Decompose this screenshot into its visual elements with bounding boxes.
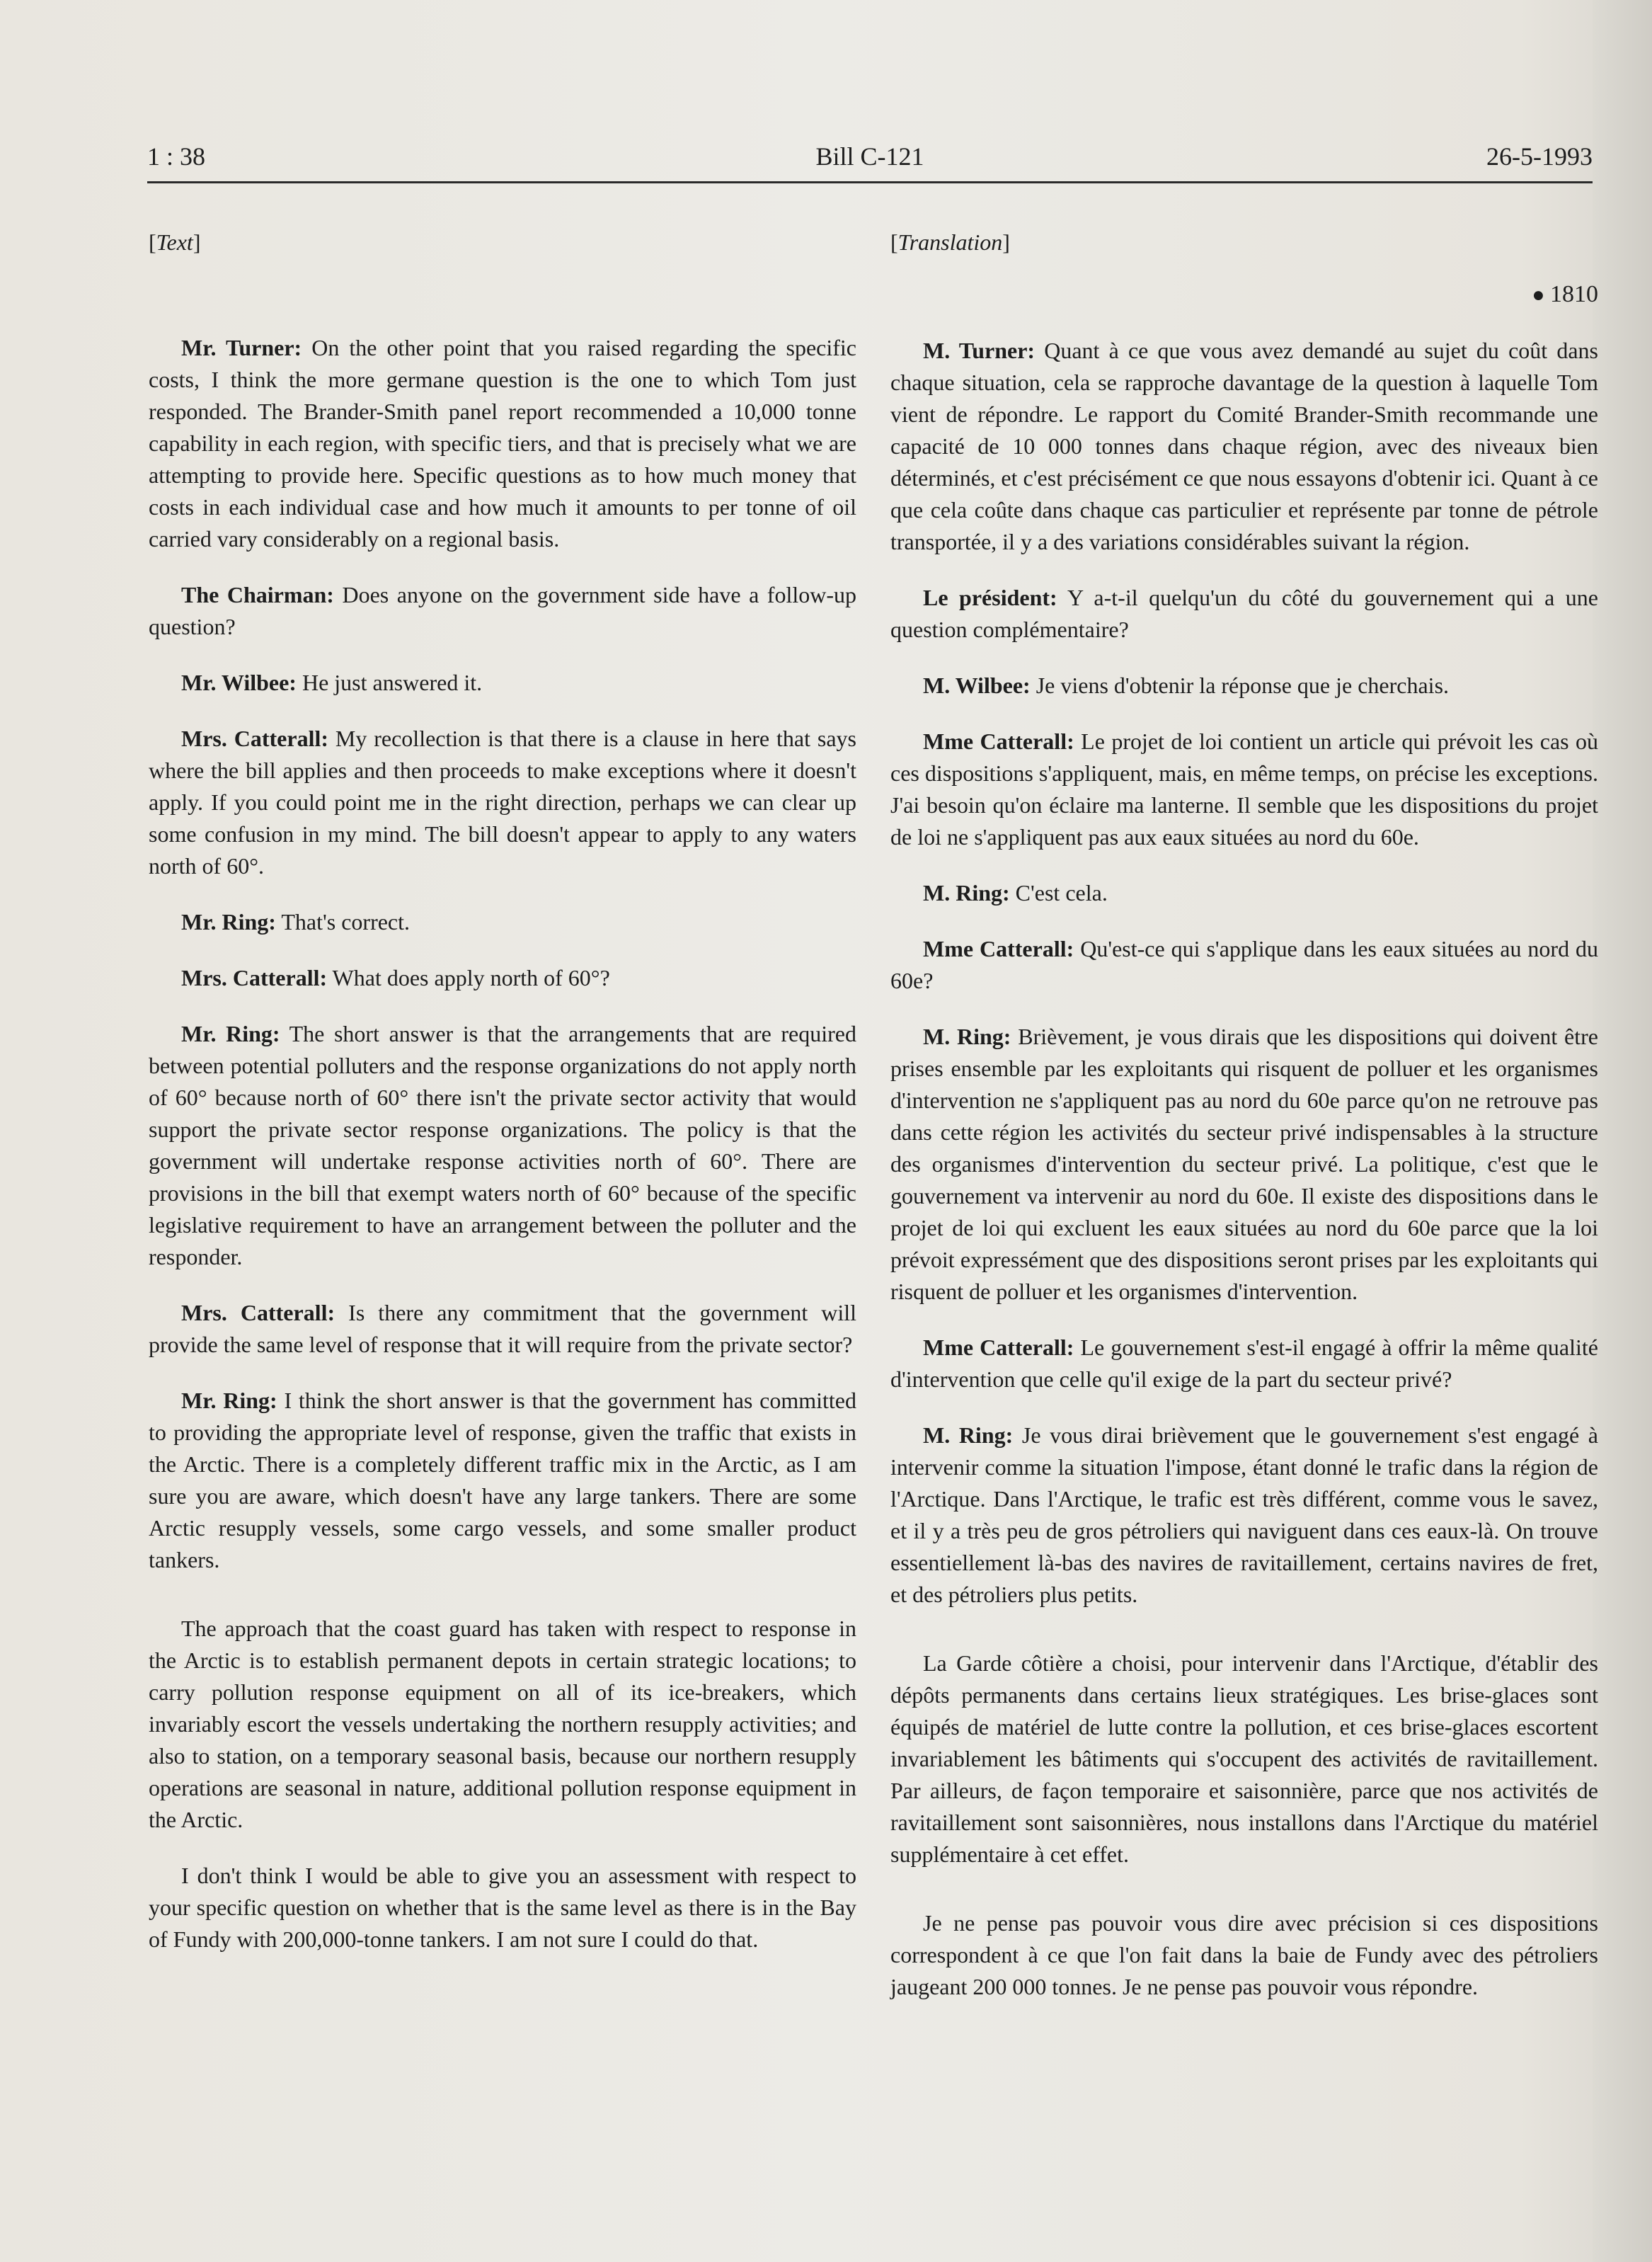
speaker-name: Mr. Ring: xyxy=(181,909,276,935)
speaker-name: M. Ring: xyxy=(923,1024,1011,1049)
speaker-name: M. Turner: xyxy=(923,338,1036,363)
speech-text: Je ne pense pas pouvoir vous dire avec précision si ces dispositions correspondent à ce que l'on fait dans la baie de Fundy avec des pétroliers jaugeant 200 000 tonnes. Je ne pense pas pouvoir vous répondre. xyxy=(890,1910,1598,1999)
paragraph xyxy=(149,332,856,555)
speech-text: Brièvement, je vous dirais que les dispositions qui doivent être prises ensemble par les exploitants qui risquent de polluer et les organismes d'intervention ne s'appliquent pas au nord du 60e parce qu'on ne retrouve pas dans cette région les activités du secteur privé indispensables à la structure des organismes d'intervention du secteur privé. La politique, c'est que le gouvernement va intervenir au nord du 60e. Il existe des dispositions dans le projet de loi qui excluent les eaux situées au nord du 60e parce que la loi prévoit expressément que des dispositions seront prises par les exploitants qui risquent de polluer et les organismes d'intervention. xyxy=(890,1024,1599,1304)
paragraph xyxy=(890,1021,1598,1308)
header-rule xyxy=(147,181,1593,183)
speaker-name: Mrs. Catterall: xyxy=(181,1300,335,1325)
french-column xyxy=(890,227,1598,2027)
speech-text: Qu'est-ce qui s'applique dans les eaux situées au nord du 60e? xyxy=(890,936,1599,993)
paragraph xyxy=(149,667,856,699)
page-edge-shadow xyxy=(1593,0,1652,2262)
english-column xyxy=(149,227,856,1980)
speech-text: Le gouvernement s'est-il engagé à offrir la même qualité d'intervention que celle qu'il exige de la part du secteur privé? xyxy=(890,1335,1599,1392)
speaker-name: M. Ring: xyxy=(923,880,1010,906)
speech-text: The short answer is that the arrangements that are required between potential polluters and the response organizations do not apply north of 60° because north of 60° there isn't the private sector activity that would support the private sector response organizations. The policy is that the government will undertake response activities north of 60°. There are provisions in the bill that exempt waters north of 60° because of the specific legislative requirement to have an arrangement between the polluter and the responder. xyxy=(149,1021,857,1269)
paragraph xyxy=(890,726,1598,853)
speech-text: Y a-t-il quelqu'un du côté du gouvernement qui a une question complémentaire? xyxy=(890,585,1599,642)
speaker-name: Mme Catterall: xyxy=(923,936,1074,961)
paragraph xyxy=(149,1860,856,1955)
paragraph xyxy=(890,670,1598,702)
header-date: 26-5-1993 xyxy=(1486,142,1593,171)
paragraph xyxy=(149,579,856,643)
speech-text: My recollection is that there is a clause in here that says where the bill applies and then proceeds to make exceptions where it doesn't apply. If you could point me in the right direction, perhaps we can clear up some confusion in my mind. The bill doesn't appear to apply to any waters north of 60°. xyxy=(149,726,857,879)
speaker-name: Mr. Turner: xyxy=(181,335,302,360)
paragraph xyxy=(149,1613,856,1836)
paragraph xyxy=(890,1420,1598,1611)
text-label: [Text] xyxy=(149,229,201,255)
speaker-name: Le président: xyxy=(923,585,1057,610)
speech-text: On the other point that you raised regarding the specific costs, I think the more germane question is the one to which Tom just responded. The Brander-Smith panel report recommended a 10,000 tonne capability in each region, with specific tiers, and that is precisely what we are attempting to provide here. Specific questions as to how much money that costs in each individual case and how much it amounts to per tonne of oil carried vary considerably on a regional basis. xyxy=(149,335,856,552)
speaker-name: Mme Catterall: xyxy=(923,729,1074,754)
speaker-name: The Chairman: xyxy=(181,582,334,607)
speech-text: I don't think I would be able to give you an assessment with respect to your specific question on whether that is the same level as there is in the Bay of Fundy with 200,000-tonne tankers. I am not sure I could do that. xyxy=(149,1863,856,1952)
paragraph xyxy=(149,1018,856,1273)
speech-text: Je vous dirai brièvement que le gouvernement s'est engagé à intervenir comme la situation l'impose, étant donné le trafic dans la région de l'Arctique. Dans l'Arctique, le trafic est très différent, comme vous le savez, et il y a très peu de gros pétroliers qui naviguent dans ces eaux-là. On trouve essentiellement là-bas des navires de ravitaillement, certains navires de fret, et des pétroliers plus petits. xyxy=(890,1422,1599,1607)
speaker-name: Mr. Ring: xyxy=(181,1388,277,1413)
speech-text: Quant à ce que vous avez demandé au sujet du coût dans chaque situation, cela se rapproche davantage de la question à laquelle Tom vient de répondre. Le rapport du Comité Brander-Smith recommande une capacité de 10 000 tonnes dans chaque région, avec des niveaux bien déterminés, et c'est précisément ce que nous essayons d'obtenir ici. Quant à ce que cela coûte dans chaque cas particulier et représente par tonne de pétrole transportée, il y a des variations considérables suivant la région. xyxy=(890,338,1599,554)
speech-text: Le projet de loi contient un article qui prévoit les cas où ces dispositions s'appliquent, mais, en même temps, on précise les exceptions. J'ai besoin qu'on éclaire ma lanterne. Il semble que les dispositions du projet de loi ne s'appliquent pas aux eaux situées au nord du 60e. xyxy=(890,729,1599,850)
speaker-name: Mr. Wilbee: xyxy=(181,670,297,695)
speaker-name: Mrs. Catterall: xyxy=(181,726,329,751)
speech-text: Je viens d'obtenir la réponse que je cherchais. xyxy=(1030,673,1450,698)
speech-text: La Garde côtière a choisi, pour intervenir dans l'Arctique, d'établir des dépôts permanents dans certains lieux stratégiques. Les brise-glaces sont équipés de matériel de lutte contre la pollution, et ces brise-glaces escortent invariablement les bâtiments qui s'occupent des activités de ravitaillement. Par ailleurs, de façon temporaire et saisonnière, parce que nos activités de ravitaillement sont saisonnières, nous installons dans l'Arctique du matériel supplémentaire à cet effet. xyxy=(890,1650,1598,1867)
paragraph xyxy=(890,582,1598,646)
page-number: 1 : 38 xyxy=(147,142,206,171)
paragraph xyxy=(890,933,1598,997)
bill-title: Bill C-121 xyxy=(815,142,924,171)
speech-text: Does anyone on the government side have a follow-up question? xyxy=(149,582,857,639)
paragraph xyxy=(890,335,1598,558)
paragraph xyxy=(890,1907,1598,2003)
speaker-name: Mr. Ring: xyxy=(181,1021,280,1046)
speaker-name: Mme Catterall: xyxy=(923,1335,1074,1360)
paragraph xyxy=(149,962,856,994)
speech-text: I think the short answer is that the government has committed to providing the appropriate level of response, given the traffic that exists in the Arctic. There is a completely different traffic mix in the Arctic, as I am sure you are aware, which doesn't have any large tankers. There are some Arctic resupply vessels, some cargo vessels, and some smaller product tankers. xyxy=(149,1388,857,1572)
paragraph xyxy=(890,1332,1598,1395)
speaker-name: M. Wilbee: xyxy=(923,673,1031,698)
paragraph xyxy=(149,723,856,882)
bullet-icon: ● xyxy=(1532,283,1550,307)
speech-text: That's correct. xyxy=(275,909,411,935)
paragraph xyxy=(149,1297,856,1361)
speech-text: He just answered it. xyxy=(296,670,483,695)
page-header xyxy=(147,142,1593,184)
speech-text: C'est cela. xyxy=(1009,880,1108,906)
speaker-name: Mrs. Catterall: xyxy=(181,965,328,990)
paragraph xyxy=(890,877,1598,909)
speech-text: The approach that the coast guard has taken with respect to response in the Arctic is to establish permanent depots in certain strategic locations; to carry pollution response equipment on all of its ice-breakers, which invariably escort the vessels undertaking the northern resupply activities; and also to station, on a temporary seasonal basis, because our northern resupply operations are seasonal in nature, additional pollution response equipment in the Arctic. xyxy=(149,1616,856,1832)
paragraph xyxy=(149,1385,856,1576)
time-marker: ● 1810 xyxy=(1532,281,1598,307)
speech-text: What does apply north of 60°? xyxy=(327,965,610,990)
paragraph xyxy=(149,906,856,938)
speech-text: Is there any commitment that the government will provide the same level of response that it will require from the private sector? xyxy=(149,1300,857,1357)
translation-label: [Translation] xyxy=(890,229,1010,255)
paragraph xyxy=(890,1647,1598,1870)
speaker-name: M. Ring: xyxy=(923,1422,1014,1448)
